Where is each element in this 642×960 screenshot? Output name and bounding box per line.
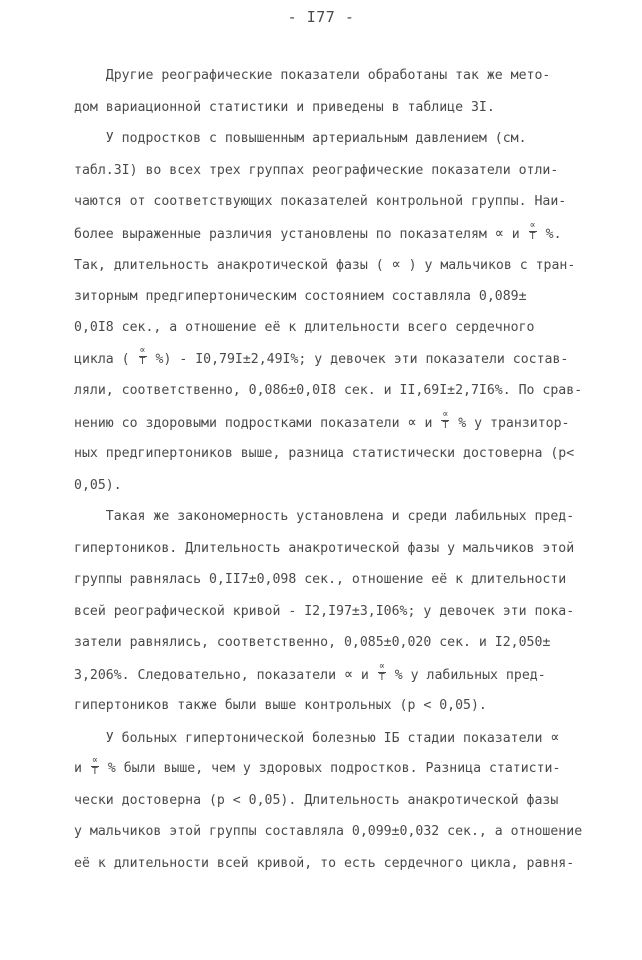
text-run: затели равнялись, соответственно, 0,085±0,020 сек. и I2,050± (74, 635, 551, 650)
alpha-symbol: ∝ (391, 255, 401, 273)
text-run: группы равнялась 0,II7±0,098 сек., отношение её к длительности (74, 572, 567, 587)
alpha-over-t-fraction (139, 346, 147, 367)
text-run: её к длительности всей кривой, то есть сердечного цикла, равня- (74, 855, 575, 871)
text-run: 3,206%. Следовательно, показатели (74, 667, 344, 683)
fraction-denominator: T (442, 420, 449, 431)
text-run: Такая же закономерность установлена и среди лабильных пред- (74, 509, 575, 524)
text-run: 0,0I8 сек., а отношение её к длительности всего сердечного (74, 320, 535, 335)
fraction-denominator: T (91, 765, 98, 777)
text-line (74, 533, 614, 565)
body-text (74, 60, 614, 879)
alpha-symbol: ∝ (550, 727, 560, 746)
text-run: табл.3I) во всех трех группах реографические показатели отли- (74, 162, 559, 178)
text-line (74, 501, 614, 533)
text-line (74, 627, 614, 659)
text-line (74, 785, 614, 817)
text-run: чаются от соответствующих показателей контрольной группы. Наи- (74, 194, 567, 209)
page-number: - I77 - (287, 8, 355, 26)
text-run: всей реографической кривой - I2,I97±3,I06%; у девочек эти пока- (74, 603, 575, 619)
text-line (74, 816, 614, 848)
fraction-numerator: ∝ (139, 345, 146, 356)
text-line (74, 438, 614, 470)
text-line (74, 312, 614, 344)
alpha-over-t-fraction (441, 410, 449, 431)
text-run: 0,05). (74, 477, 122, 493)
text-line (74, 753, 614, 785)
fraction-denominator: T (139, 356, 146, 367)
alpha-over-t-fraction (529, 221, 537, 242)
fraction-numerator: ∝ (529, 220, 536, 231)
text-line (74, 281, 614, 313)
text-run: цикла ( (74, 351, 138, 367)
text-line (74, 186, 614, 218)
text-line (74, 218, 614, 250)
text-run: % у лабильных пред- (386, 667, 546, 683)
text-run: и (74, 761, 90, 776)
text-run: гипертоников также были выше контрольных (р < 0,05). (74, 698, 487, 713)
text-run: У подростков с повышенным артериальным давлением (см. (74, 131, 527, 146)
text-run: дом вариационной статистики и приведены в таблице 3I. (74, 99, 495, 115)
text-line (74, 407, 614, 439)
alpha-symbol: ∝ (343, 664, 353, 683)
text-line (74, 848, 614, 880)
text-run: % были выше, чем у здоровых подростков. Разница статисти- (99, 761, 561, 776)
text-run: У больных гипертонической болезнью IБ стадии показатели (74, 730, 551, 746)
text-run: чески достоверна (р < 0,05). Длительность анакротической фазы (74, 792, 559, 808)
text-run: Другие реографические показатели обработаны так же мето- (74, 68, 551, 83)
fraction-denominator: T (529, 231, 536, 242)
text-run: зиторным предгипертоническим состоянием составляла 0,089± (74, 288, 527, 304)
text-line (74, 123, 614, 155)
text-run: ) у мальчиков с тран- (400, 258, 576, 273)
text-run: % у транзитор- (450, 415, 570, 431)
text-run: Так, длительность анакротической фазы ( (74, 258, 392, 273)
text-run: %) - I0,79I±2,49I%; у девочек эти показатели состав- (147, 351, 569, 367)
text-line (74, 470, 614, 502)
text-run: более выраженные различия установлены по показателям (74, 226, 495, 242)
text-line (74, 722, 614, 754)
text-line (74, 375, 614, 407)
text-line (74, 344, 614, 376)
text-line (74, 596, 614, 628)
text-run: гипертоников. Длительность анакротической фазы у мальчиков этой (74, 540, 575, 556)
text-line (74, 92, 614, 124)
text-run: и (503, 226, 528, 242)
text-run: и (416, 415, 441, 431)
fraction-denominator: T (378, 672, 385, 683)
fraction-numerator: ∝ (91, 754, 98, 766)
alpha-symbol: ∝ (494, 223, 504, 242)
text-run: ляли, соответственно, 0,086±0,0I8 сек. и II,69I±2,7I6%. По срав- (74, 383, 583, 398)
text-line (74, 249, 614, 281)
text-line (74, 564, 614, 596)
alpha-symbol: ∝ (407, 412, 417, 431)
text-run: ных предгипертоников выше, разница статистически достоверна (р< (74, 446, 575, 461)
alpha-over-t-fraction (91, 756, 99, 777)
alpha-over-t-fraction (378, 662, 386, 683)
text-line (74, 659, 614, 691)
text-line (74, 155, 614, 187)
text-line (74, 60, 614, 92)
fraction-numerator: ∝ (442, 409, 449, 420)
fraction-numerator: ∝ (378, 661, 385, 672)
text-run: у мальчиков этой группы составляла 0,099±0,032 сек., а отношение (74, 824, 583, 839)
text-run: нению со здоровыми подростками показатели (74, 415, 408, 431)
text-line (74, 690, 614, 722)
text-run: %. (537, 226, 562, 242)
text-run: и (352, 667, 377, 683)
